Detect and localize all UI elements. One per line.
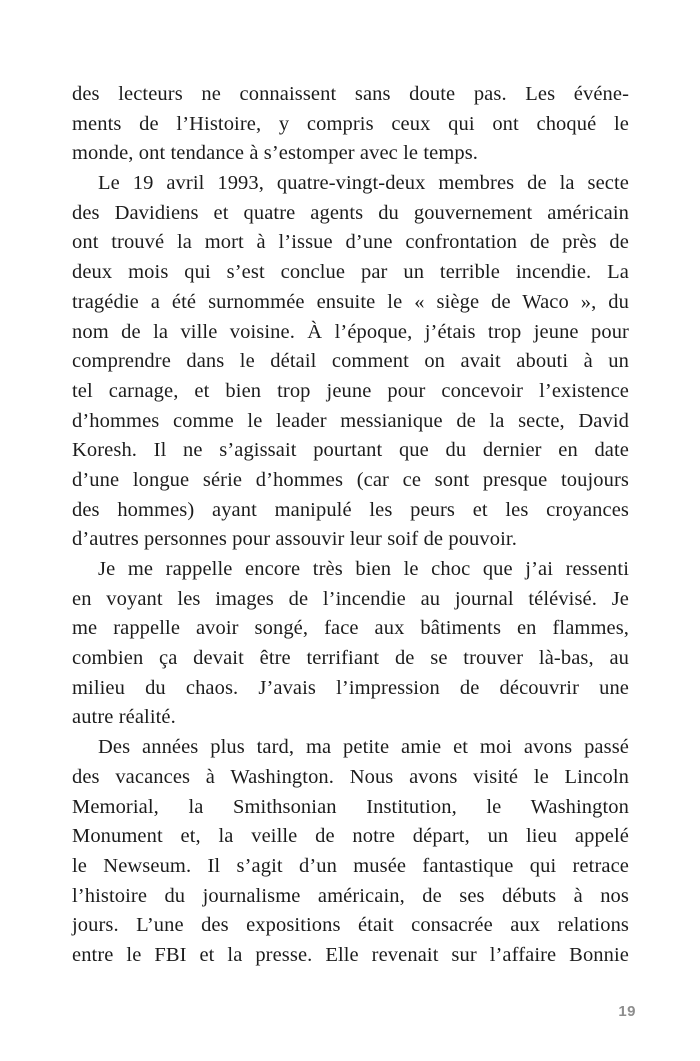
- text-line: des hommes) ayant manipulé les peurs et les croyances: [72, 498, 629, 521]
- page-number: 19: [618, 1003, 636, 1020]
- text-line: des lecteurs ne connaissent sans doute pas. Les événe-: [72, 83, 629, 105]
- text-line: Des années plus tard, ma petite amie et moi avons passé: [98, 736, 629, 759]
- text-line: combien ça devait être terrifiant de se trouver là-bas, au: [72, 647, 629, 670]
- text-line: l’histoire du journalisme américain, de ses débuts à nos: [72, 884, 629, 907]
- page-text: [72, 80, 629, 971]
- text-line: milieu du chaos. J’avais l’impression de découvrir une: [72, 676, 629, 699]
- text-line: entre le FBI et la presse. Elle revenait sur l’affaire Bonnie: [72, 943, 629, 966]
- text-line: deux mois qui s’est conclue par un terrible incendie. La: [72, 261, 629, 284]
- text-line: ments de l’Histoire, y compris ceux qui ont choqué le: [72, 112, 629, 135]
- text-line: des Davidiens et quatre agents du gouvernement américain: [72, 201, 629, 224]
- text-line: Memorial, la Smithsonian Institution, le Washington: [72, 795, 629, 818]
- text-line: me rappelle avoir songé, face aux bâtiments en flammes,: [72, 617, 629, 640]
- text-line: tel carnage, et bien trop jeune pour concevoir l’existence: [72, 379, 629, 402]
- text-line: jours. L’une des expositions était consacrée aux relations: [72, 914, 629, 937]
- text-line: nom de la ville voisine. À l’époque, j’étais trop jeune pour: [72, 320, 629, 343]
- text-line: autre réalité.: [72, 706, 176, 729]
- text-line: d’une longue série d’hommes (car ce sont presque toujours: [72, 468, 629, 491]
- text-line: d’autres personnes pour assouvir leur soif de pouvoir.: [72, 528, 517, 551]
- text-line: le Newseum. Il s’agit d’un musée fantastique qui retrace: [72, 854, 629, 877]
- text-line: Le 19 avril 1993, quatre-vingt-deux membres de la secte: [98, 172, 629, 195]
- text-line: Koresh. Il ne s’agissait pourtant que du dernier en date: [72, 439, 629, 462]
- text-line: Monument et, la veille de notre départ, un lieu appelé: [72, 825, 629, 848]
- text-line: des vacances à Washington. Nous avons visité le Lincoln: [72, 765, 629, 788]
- text-line: en voyant les images de l’incendie au journal télévisé. Je: [72, 587, 629, 610]
- text-line: Je me rappelle encore très bien le choc que j’ai ressenti: [98, 558, 629, 580]
- text-line: d’hommes comme le leader messianique de la secte, David: [72, 409, 629, 432]
- text-line: monde, ont tendance à s’estomper avec le temps.: [72, 142, 479, 165]
- text-line: comprendre dans le détail comment on avait abouti à un: [72, 350, 629, 373]
- text-line: tragédie a été surnommée ensuite le « siège de Waco », du: [72, 290, 629, 313]
- text-line: ont trouvé la mort à l’issue d’une confrontation de près de: [72, 231, 629, 254]
